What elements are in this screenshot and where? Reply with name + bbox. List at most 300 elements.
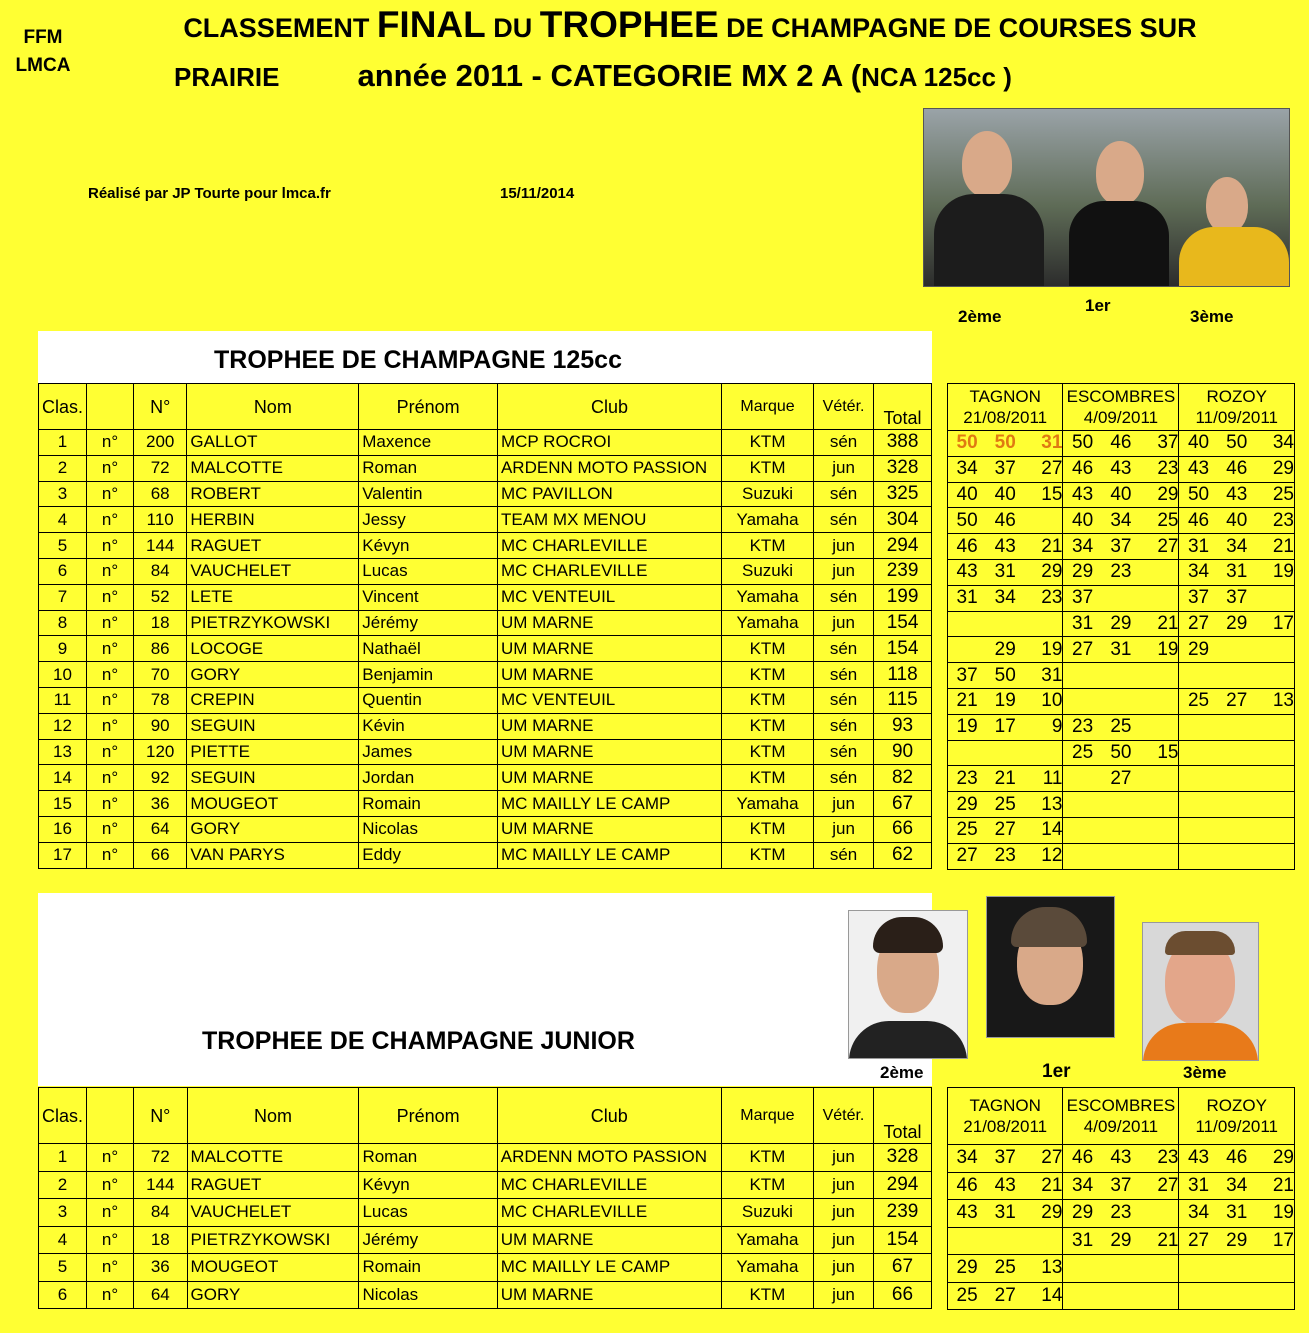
score-cell: 37: [1140, 431, 1179, 457]
score-cell: 19: [1256, 559, 1295, 585]
score-cell: 40: [1218, 508, 1256, 534]
score-cell: 34: [1102, 508, 1140, 534]
score-cell: 21: [1024, 534, 1063, 560]
score-cell: 21: [1140, 611, 1179, 637]
cell-total: 239: [874, 1199, 932, 1227]
score-row: [948, 431, 1295, 457]
cell-club: MCP ROCROI: [497, 430, 721, 456]
score-cell: 43: [1179, 1145, 1218, 1173]
cell-num: 66: [133, 842, 186, 868]
cell-prenom: Quentin: [359, 687, 498, 713]
cell-veter: sén: [814, 636, 874, 662]
org-label: [12, 24, 74, 80]
score-cell: 25: [1140, 508, 1179, 534]
table-row: [39, 842, 932, 868]
cell-prenom: Lucas: [359, 1199, 497, 1227]
cell-n-prefix: n°: [87, 1171, 134, 1199]
cell-num: 72: [134, 1144, 187, 1172]
score-cell: 21: [1140, 1227, 1179, 1255]
cell-nom: ROBERT: [187, 481, 359, 507]
cell-prenom: Roman: [359, 1144, 497, 1172]
score-cell: [1256, 843, 1295, 869]
author-credit: Réalisé par JP Tourte pour lmca.fr: [88, 185, 331, 202]
score-cell: 25: [986, 792, 1024, 818]
score-cell: 50: [986, 431, 1024, 457]
table-row: [39, 636, 932, 662]
cell-nom: LETE: [187, 584, 359, 610]
cell-total: 239: [874, 558, 932, 584]
score-cell: 19: [948, 714, 987, 740]
cell-marque: Yamaha: [722, 507, 814, 533]
score-cell: 31: [986, 1200, 1024, 1228]
score-cell: [1102, 792, 1140, 818]
score-cell: [1218, 1255, 1256, 1283]
score-cell: 40: [948, 482, 987, 508]
cell-total: 67: [874, 791, 932, 817]
score-cell: 43: [1218, 482, 1256, 508]
cell-clas: 4: [39, 507, 87, 533]
cell-n-prefix: n°: [87, 765, 134, 791]
cell-num: 120: [133, 739, 186, 765]
score-cell: [1218, 637, 1256, 663]
ranking-table-junior: [38, 1087, 932, 1309]
score-cell: 46: [1179, 508, 1218, 534]
junior-second-photo: [848, 910, 968, 1059]
cell-n-prefix: n°: [87, 1199, 134, 1227]
cell-clas: 4: [39, 1226, 87, 1254]
score-cell: 34: [1256, 431, 1295, 457]
score-cell: 19: [1256, 1200, 1295, 1228]
score-row: [948, 1282, 1295, 1310]
cell-club: UM MARNE: [497, 765, 721, 791]
race-name: TAGNON: [969, 1096, 1041, 1115]
score-cell: 34: [1218, 1172, 1256, 1200]
cell-marque: Yamaha: [722, 610, 814, 636]
score-cell: [1102, 663, 1140, 689]
score-cell: [1063, 1282, 1102, 1310]
score-cell: [1140, 688, 1179, 714]
score-cell: 21: [1256, 1172, 1295, 1200]
score-cell: 19: [986, 688, 1024, 714]
score-cell: 17: [1256, 1227, 1295, 1255]
cell-marque: KTM: [721, 1281, 813, 1309]
score-cell: 29: [1256, 456, 1295, 482]
cell-nom: SEGUIN: [187, 713, 359, 739]
score-cell: 31: [1102, 637, 1140, 663]
table-row: [39, 481, 932, 507]
score-row: [948, 559, 1295, 585]
title-part: CLASSEMENT: [183, 13, 377, 43]
score-cell: 34: [1218, 534, 1256, 560]
score-cell: [986, 611, 1024, 637]
title-part-trophee: TROPHEE: [539, 4, 719, 45]
table-row: [39, 1199, 932, 1227]
score-cell: [1063, 817, 1102, 843]
cell-clas: 3: [39, 481, 87, 507]
cell-n-prefix: n°: [87, 533, 134, 559]
cell-veter: sén: [814, 507, 874, 533]
col-prenom: Prénom: [359, 1088, 497, 1144]
score-row: [948, 766, 1295, 792]
cell-nom: SEGUIN: [187, 765, 359, 791]
race-name: ROZOY: [1206, 387, 1267, 406]
score-cell: [1256, 740, 1295, 766]
section-title-junior: TROPHEE DE CHAMPAGNE JUNIOR: [202, 1027, 635, 1055]
table-row: [39, 533, 932, 559]
cell-n-prefix: n°: [87, 430, 134, 456]
cell-clas: 17: [39, 842, 87, 868]
cell-veter: sén: [814, 765, 874, 791]
table-row: [39, 765, 932, 791]
cell-n-prefix: n°: [87, 687, 134, 713]
race-name: ESCOMBRES: [1066, 1096, 1176, 1115]
score-cell: 27: [1218, 688, 1256, 714]
score-cell: [1024, 508, 1063, 534]
score-cell: 46: [1063, 456, 1102, 482]
score-cell: [948, 740, 987, 766]
score-cell: [986, 740, 1024, 766]
cell-prenom: Kévyn: [359, 533, 498, 559]
cell-nom: GORY: [187, 816, 359, 842]
cell-club: ARDENN MOTO PASSION: [497, 455, 721, 481]
cell-marque: KTM: [722, 662, 814, 688]
cell-total: 328: [874, 1144, 932, 1172]
race-date: 21/08/2011: [963, 408, 1048, 427]
cell-nom: PIETTE: [187, 739, 359, 765]
score-cell: [1179, 740, 1218, 766]
cell-total: 115: [874, 687, 932, 713]
cell-prenom: Lucas: [359, 558, 498, 584]
cell-total: 154: [874, 1226, 932, 1254]
cell-clas: 6: [39, 1281, 87, 1309]
score-cell: 27: [1063, 637, 1102, 663]
score-cell: 50: [1179, 482, 1218, 508]
cell-nom: MOUGEOT: [187, 791, 359, 817]
table-row: [39, 584, 932, 610]
cell-num: 68: [133, 481, 186, 507]
table-row: [39, 558, 932, 584]
cell-clas: 15: [39, 791, 87, 817]
score-row: [948, 611, 1295, 637]
col-clas: Clas.: [39, 1088, 87, 1144]
score-row: [948, 663, 1295, 689]
score-cell: [1024, 1227, 1063, 1255]
cell-clas: 9: [39, 636, 87, 662]
cell-n-prefix: n°: [87, 558, 134, 584]
race-header-tagnon: [948, 1088, 1063, 1145]
score-cell: [1256, 766, 1295, 792]
title-nca: NCA 125cc ): [861, 62, 1012, 92]
cell-total: 294: [874, 1171, 932, 1199]
score-cell: 46: [1218, 456, 1256, 482]
score-cell: [1024, 611, 1063, 637]
cell-veter: jun: [814, 455, 874, 481]
cell-club: UM MARNE: [497, 739, 721, 765]
score-cell: 31: [948, 585, 987, 611]
cell-marque: KTM: [722, 455, 814, 481]
score-cell: 25: [1256, 482, 1295, 508]
score-cell: 23: [1024, 585, 1063, 611]
race-name: ROZOY: [1206, 1096, 1267, 1115]
cell-num: 64: [133, 816, 186, 842]
score-cell: 43: [1102, 1145, 1140, 1173]
score-cell: [1179, 766, 1218, 792]
score-cell: 15: [1024, 482, 1063, 508]
cell-clas: 14: [39, 765, 87, 791]
cell-veter: sén: [814, 430, 874, 456]
col-club: Club: [497, 1088, 721, 1144]
race-header-row: [948, 1088, 1295, 1145]
cell-marque: Suzuki: [722, 481, 814, 507]
score-cell: [948, 611, 987, 637]
cell-total: 66: [874, 1281, 932, 1309]
race-header-tagnon: [948, 384, 1063, 431]
score-cell: 43: [1063, 482, 1102, 508]
score-cell: [1179, 792, 1218, 818]
score-cell: 29: [1024, 1200, 1063, 1228]
table-row: [39, 662, 932, 688]
cell-prenom: Kévyn: [359, 1171, 497, 1199]
podium-third-label: 3ème: [1190, 307, 1234, 326]
cell-marque: KTM: [722, 765, 814, 791]
score-cell: 31: [1218, 559, 1256, 585]
cell-veter: sén: [814, 481, 874, 507]
score-cell: 29: [1063, 559, 1102, 585]
cell-n-prefix: n°: [87, 662, 134, 688]
cell-prenom: Valentin: [359, 481, 498, 507]
score-cell: [1179, 1255, 1218, 1283]
cell-n-prefix: n°: [87, 1144, 134, 1172]
cell-marque: KTM: [722, 687, 814, 713]
ranking-table-125cc: [38, 383, 932, 869]
score-cell: [1218, 714, 1256, 740]
junior-first-photo: [986, 896, 1115, 1038]
score-cell: [1218, 817, 1256, 843]
score-cell: 21: [1024, 1172, 1063, 1200]
score-cell: 17: [1256, 611, 1295, 637]
score-cell: [1140, 1282, 1179, 1310]
score-cell: [1140, 559, 1179, 585]
score-cell: [1102, 817, 1140, 843]
junior-first-label: 1er: [1042, 1061, 1071, 1082]
cell-total: 154: [874, 610, 932, 636]
cell-nom: VAUCHELET: [187, 558, 359, 584]
cell-num: 18: [133, 610, 186, 636]
cell-clas: 2: [39, 1171, 87, 1199]
score-cell: 23: [1140, 1145, 1179, 1173]
cell-n-prefix: n°: [87, 1254, 134, 1282]
score-cell: [1063, 1255, 1102, 1283]
score-cell: [1063, 843, 1102, 869]
score-cell: 27: [1140, 1172, 1179, 1200]
score-cell: [1140, 663, 1179, 689]
score-cell: 14: [1024, 1282, 1063, 1310]
cell-marque: KTM: [722, 636, 814, 662]
cell-n-prefix: n°: [87, 455, 134, 481]
cell-clas: 5: [39, 533, 87, 559]
score-cell: [1179, 843, 1218, 869]
score-cell: 25: [1063, 740, 1102, 766]
score-cell: 23: [986, 843, 1024, 869]
cell-marque: KTM: [722, 713, 814, 739]
podium-photo: [923, 108, 1290, 287]
score-cell: 31: [1179, 534, 1218, 560]
cell-marque: KTM: [722, 533, 814, 559]
race-header-escombres: [1063, 1088, 1179, 1145]
score-cell: [1256, 663, 1295, 689]
score-cell: [1218, 663, 1256, 689]
score-cell: 37: [986, 1145, 1024, 1173]
cell-total: 66: [874, 816, 932, 842]
score-cell: [1256, 1282, 1295, 1310]
score-cell: 23: [1063, 714, 1102, 740]
cell-n-prefix: n°: [87, 481, 134, 507]
table-row: [39, 739, 932, 765]
score-cell: 25: [1102, 714, 1140, 740]
table-header-row: [39, 384, 932, 430]
score-cell: 43: [986, 1172, 1024, 1200]
cell-clas: 7: [39, 584, 87, 610]
cell-clas: 10: [39, 662, 87, 688]
col-veter: Vétér.: [813, 1088, 873, 1144]
score-row: [948, 1145, 1295, 1173]
cell-n-prefix: n°: [87, 713, 134, 739]
score-cell: 43: [948, 1200, 987, 1228]
cell-nom: RAGUET: [187, 1171, 359, 1199]
cell-clas: 6: [39, 558, 87, 584]
junior-third-label: 3ème: [1183, 1063, 1227, 1082]
cell-n-prefix: n°: [87, 1226, 134, 1254]
cell-n-prefix: n°: [87, 507, 134, 533]
cell-num: 18: [134, 1226, 187, 1254]
cell-clas: 1: [39, 1144, 87, 1172]
score-cell: 19: [1024, 637, 1063, 663]
score-cell: 25: [948, 1282, 987, 1310]
cell-num: 70: [133, 662, 186, 688]
score-cell: [1140, 817, 1179, 843]
cell-n-prefix: n°: [87, 636, 134, 662]
ffm-label: FFM: [23, 27, 63, 48]
cell-total: 90: [874, 739, 932, 765]
cell-prenom: Roman: [359, 455, 498, 481]
score-cell: 46: [948, 534, 987, 560]
score-cell: 25: [1179, 688, 1218, 714]
score-row: [948, 637, 1295, 663]
cell-nom: MOUGEOT: [187, 1254, 359, 1282]
cell-total: 388: [874, 430, 932, 456]
cell-clas: 8: [39, 610, 87, 636]
cell-club: MC CHARLEVILLE: [497, 558, 721, 584]
score-cell: 43: [986, 534, 1024, 560]
cell-marque: Yamaha: [721, 1254, 813, 1282]
title-part-final: FINAL: [376, 4, 486, 45]
cell-veter: jun: [813, 1199, 873, 1227]
score-row: [948, 585, 1295, 611]
cell-club: UM MARNE: [497, 1281, 721, 1309]
score-cell: 34: [1179, 559, 1218, 585]
race-scores-table-125cc: [947, 383, 1295, 870]
score-cell: 34: [986, 585, 1024, 611]
score-cell: [1024, 740, 1063, 766]
junior-second-label: 2ème: [880, 1063, 924, 1082]
score-cell: 43: [1179, 456, 1218, 482]
cell-n-prefix: n°: [87, 739, 134, 765]
score-cell: 10: [1024, 688, 1063, 714]
score-cell: 23: [948, 766, 987, 792]
cell-club: UM MARNE: [497, 713, 721, 739]
document-date: 15/11/2014: [500, 185, 575, 202]
cell-prenom: Romain: [359, 791, 498, 817]
cell-nom: PIETRZYKOWSKI: [187, 1226, 359, 1254]
score-cell: 23: [1256, 508, 1295, 534]
score-cell: 43: [948, 559, 987, 585]
cell-num: 144: [134, 1171, 187, 1199]
cell-n-prefix: n°: [87, 1281, 134, 1309]
score-cell: 46: [1218, 1145, 1256, 1173]
cell-n-prefix: n°: [87, 791, 134, 817]
score-cell: [1140, 1255, 1179, 1283]
cell-n-prefix: n°: [87, 842, 134, 868]
cell-nom: CREPIN: [187, 687, 359, 713]
lmca-label: LMCA: [15, 55, 71, 76]
cell-marque: KTM: [722, 842, 814, 868]
col-marque: Marque: [721, 1088, 813, 1144]
cell-nom: LOCOGE: [187, 636, 359, 662]
col-num: N°: [133, 384, 186, 430]
cell-marque: KTM: [722, 430, 814, 456]
cell-num: 64: [134, 1281, 187, 1309]
cell-club: MC PAVILLON: [497, 481, 721, 507]
score-cell: [1218, 792, 1256, 818]
score-cell: [1140, 843, 1179, 869]
score-cell: [986, 1227, 1024, 1255]
cell-prenom: Vincent: [359, 584, 498, 610]
score-cell: 29: [948, 1255, 987, 1283]
title-part: DE CHAMPAGNE DE COURSES SUR: [718, 13, 1197, 43]
score-cell: 29: [1218, 1227, 1256, 1255]
cell-club: ARDENN MOTO PASSION: [497, 1144, 721, 1172]
score-cell: [1140, 792, 1179, 818]
score-cell: 31: [1024, 431, 1063, 457]
cell-nom: PIETRZYKOWSKI: [187, 610, 359, 636]
cell-clas: 3: [39, 1199, 87, 1227]
race-header-escombres: [1063, 384, 1179, 431]
score-cell: 50: [1063, 431, 1102, 457]
cell-veter: jun: [814, 816, 874, 842]
score-row: [948, 792, 1295, 818]
cell-num: 110: [133, 507, 186, 533]
score-cell: [1140, 585, 1179, 611]
score-cell: 27: [1102, 766, 1140, 792]
score-cell: [948, 637, 987, 663]
cell-num: 92: [133, 765, 186, 791]
score-cell: 50: [948, 431, 987, 457]
cell-prenom: Jessy: [359, 507, 498, 533]
race-header-rozoy: [1179, 1088, 1295, 1145]
score-row: [948, 1172, 1295, 1200]
table-row: [39, 791, 932, 817]
col-total: Total: [874, 384, 932, 430]
cell-club: TEAM MX MENOU: [497, 507, 721, 533]
score-cell: 46: [986, 508, 1024, 534]
table-row: [39, 430, 932, 456]
cell-veter: jun: [813, 1254, 873, 1282]
cell-veter: jun: [814, 610, 874, 636]
cell-prenom: Nicolas: [359, 816, 498, 842]
race-date: 4/09/2011: [1083, 1117, 1159, 1136]
score-cell: 15: [1140, 740, 1179, 766]
race-scores-table-junior: [947, 1087, 1295, 1310]
